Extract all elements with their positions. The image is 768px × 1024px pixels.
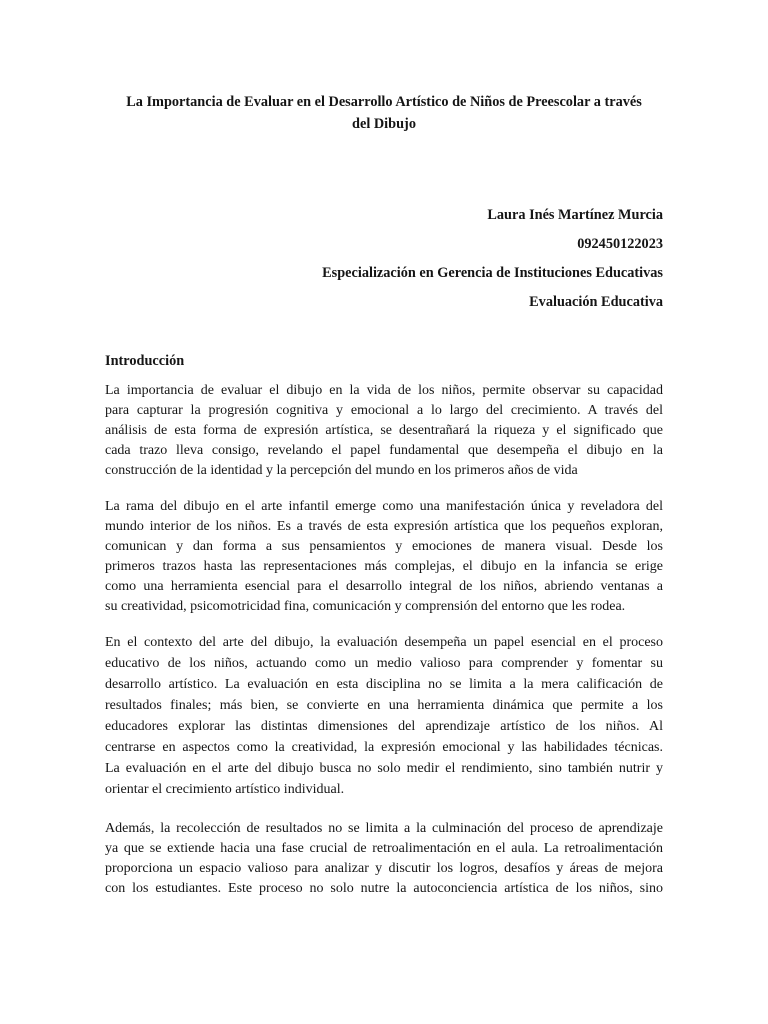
paragraph-line: proporciona un espacio valioso para analizar y discutir los logros, desafíos y áreas de mejora [105,861,663,876]
paragraph-line: primeros trazos hasta las representaciones más complejas, el dibujo en la infancia se erige [105,559,663,574]
paragraph-line: comunican y dan forma a sus pensamientos y emociones de manera visual. Desde los [105,539,663,554]
paragraph [105,819,663,899]
course-name: Evaluación Educativa [529,294,663,310]
paragraph [105,497,663,617]
paragraph-line: resultados finales; más bien, se convierte en una herramienta dinámica que permite a los [105,698,663,713]
paragraph-line: como una herramienta esencial para el desarrollo integral de los niños, abriendo ventanas a [105,579,663,594]
paragraph-line: educativo de los niños, actuando como un medio valioso para comprender y fomentar su [105,656,663,671]
section-heading: Introducción [105,353,185,369]
paragraph [105,632,663,800]
program-name: Especialización en Gerencia de Instituciones Educativas [322,265,663,281]
student-id: 092450122023 [577,236,663,252]
paragraph-line: construcción de la identidad y la percepción del mundo en los primeros años de vida [105,463,578,478]
paragraph-line: Además, la recolección de resultados no se limita a la culminación del proceso de aprendizaje [105,821,663,836]
paragraph-line: La importancia de evaluar el dibujo en la vida de los niños, permite observar su capacidad [105,383,663,398]
author-block [322,201,663,317]
paragraph-line: con los estudiantes. Este proceso no solo nutre la autoconciencia artística de los niños, sino [105,881,663,896]
paragraph-line: para capturar la progresión cognitiva y emocional a lo largo del crecimiento. A través del [105,403,663,418]
paragraph-line: análisis de esta forma de expresión artística, se desentrañará la riqueza y el significado que [105,423,663,438]
paragraph-line: orientar el crecimiento artístico individual. [105,782,345,797]
paragraph-line: En el contexto del arte del dibujo, la evaluación desempeña un papel esencial en el proceso [105,635,663,650]
title-line: del Dibujo [352,116,416,132]
title-line: La Importancia de Evaluar en el Desarrollo Artístico de Niños de Preescolar a través [126,94,642,110]
author-name: Laura Inés Martínez Murcia [487,207,663,223]
paragraph-line: La rama del dibujo en el arte infantil emerge como una manifestación única y reveladora del [105,499,663,514]
document-title [0,91,768,135]
paragraph-line: cada trazo lleva consigo, revelando el papel fundamental que desempeña el dibujo en la [105,443,663,458]
paragraph-line: mundo interior de los niños. Es a través de esta expresión artística que los pequeños exploran, [105,519,663,534]
paragraph-line: ya que se extiende hacia una fase crucial de retroalimentación en el aula. La retroalimentación [105,841,663,856]
paragraph-line: su creatividad, psicomotricidad fina, comunicación y comprensión del entorno que les rodea. [105,599,626,614]
paragraph-line: La evaluación en el arte del dibujo busca no solo medir el rendimiento, sino también nutrir y [105,761,663,776]
paragraph-line: desarrollo artístico. La evaluación en esta disciplina no se limita a la mera calificación de [105,677,663,692]
paragraph [105,381,663,481]
paragraph-line: centrarse en aspectos como la creatividad, la expresión emocional y las habilidades técnicas. [105,740,663,755]
paragraph-line: educadores explorar las distintas dimensiones del aprendizaje artístico de los niños. Al [105,719,663,734]
